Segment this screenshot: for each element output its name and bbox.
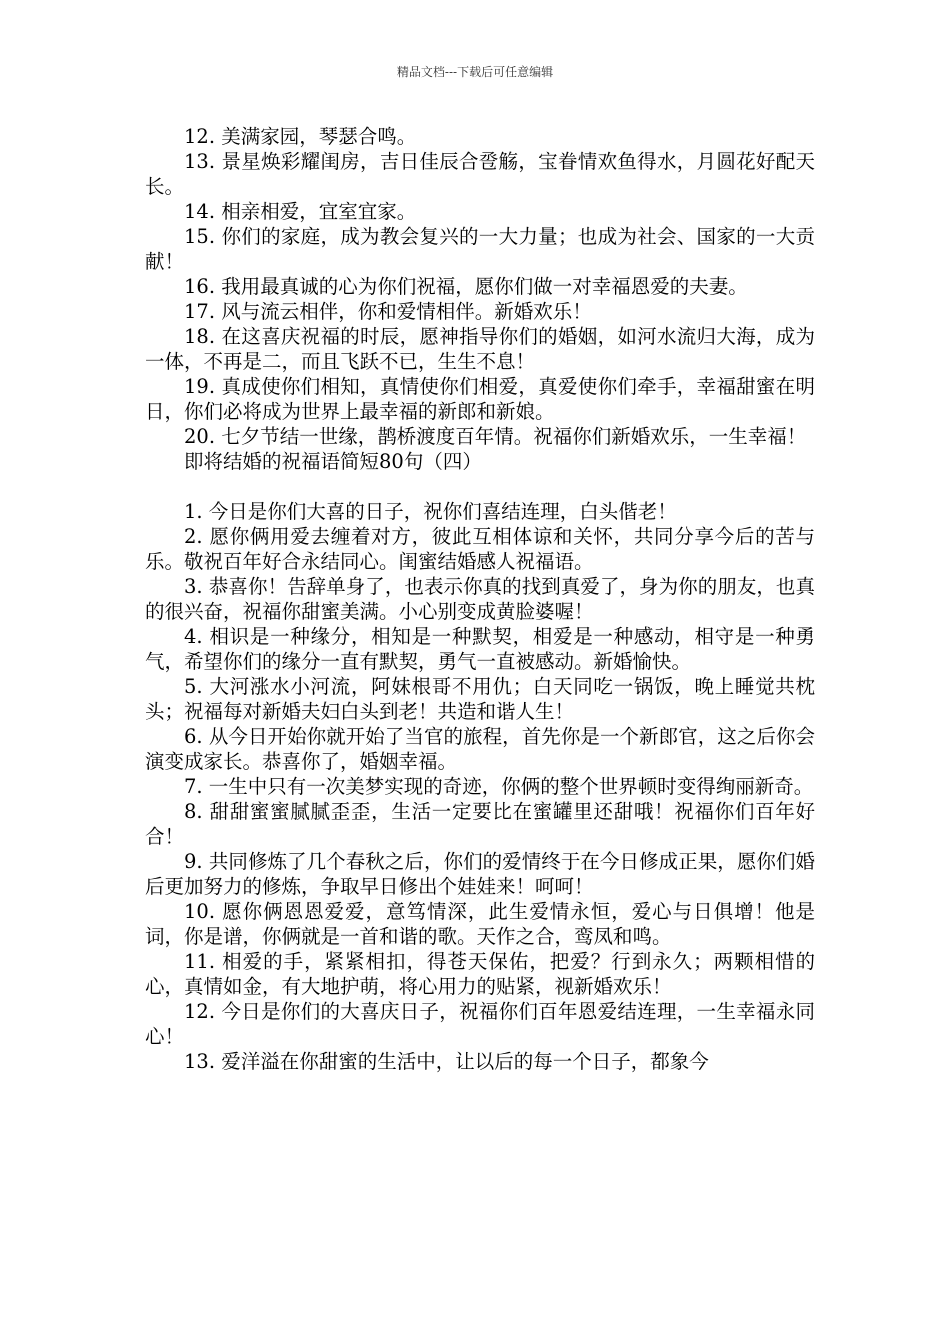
- paragraph: 12. 今日是你们的大喜庆日子，祝福你们百年恩爱结连理，一生幸福永同心！: [145, 1000, 815, 1048]
- blank-line: [145, 474, 815, 499]
- paragraph: 3. 恭喜你！告辞单身了，也表示你真的找到真爱了，身为你的朋友，也真的很兴奋，祝福你甜蜜美满。小心别变成黄脸婆喔！: [145, 575, 815, 623]
- paragraph: 13. 景星焕彩耀闺房，吉日佳辰合卺觞，宝眷情欢鱼得水，月圆花好配天长。: [145, 150, 815, 198]
- paragraph: 16. 我用最真诚的心为你们祝福，愿你们做一对幸福恩爱的夫妻。: [184, 275, 748, 298]
- paragraph: 7. 一生中只有一次美梦实现的奇迹，你俩的整个世界顿时变得绚丽新奇。: [184, 775, 814, 798]
- paragraph: 10. 愿你俩恩恩爱爱，意笃情深，此生爱情永恒，爱心与日俱增！他是词，你是谱，你俩就是一首和谐的歌。天作之合，鸾凤和鸣。: [145, 900, 815, 948]
- paragraph: 15. 你们的家庭，成为教会复兴的一大力量；也成为社会、国家的一大贡献！: [145, 225, 815, 273]
- paragraph: 11. 相爱的手，紧紧相扣，得苍天保佑，把爱？行到永久；两颗相惜的心，真情如金，有大地护萌，将心用力的贴紧，视新婚欢乐！: [145, 950, 815, 998]
- page-header: 精品文档---下载后可任意编辑: [396, 65, 554, 79]
- section-heading: 即将结婚的祝福语简短80句（四）: [184, 450, 482, 473]
- paragraph: 9. 共同修炼了几个春秋之后，你们的爱情终于在今日修成正果，愿你们婚后更加努力的修炼，争取早日修出个娃娃来！呵呵！: [145, 850, 815, 898]
- paragraph: 12. 美满家园，琴瑟合鸣。: [184, 125, 417, 148]
- paragraph: 14. 相亲相爱，宜室宜家。: [184, 200, 417, 223]
- paragraph: 18. 在这喜庆祝福的时辰，愿神指导你们的婚姻，如河水流归大海，成为一体，不再是二，而且飞跃不已，生生不息！: [145, 325, 815, 373]
- paragraph: 1. 今日是你们大喜的日子，祝你们喜结连理，白头偕老！: [184, 500, 677, 523]
- paragraph: 2. 愿你俩用爱去缠着对方，彼此互相体谅和关怀，共同分享今后的苦与乐。敬祝百年好合永结同心。闺蜜结婚感人祝福语。: [145, 525, 815, 573]
- document-body: [145, 124, 815, 1074]
- paragraph: 4. 相识是一种缘分，相知是一种默契，相爱是一种感动，相守是一种勇气，希望你们的缘分一直有默契，勇气一直被感动。新婚愉快。: [145, 625, 815, 673]
- paragraph: 17. 风与流云相伴，你和爱情相伴。新婚欢乐！: [184, 300, 592, 323]
- paragraph: 5. 大河涨水小河流，阿妹根哥不用仇；白天同吃一锅饭，晚上睡觉共枕头；祝福每对新婚夫妇白头到老！共造和谐人生！: [145, 675, 815, 723]
- paragraph: 8. 甜甜蜜蜜腻腻歪歪，生活一定要比在蜜罐里还甜哦！祝福你们百年好合！: [145, 800, 815, 848]
- paragraph: 6. 从今日开始你就开始了当官的旅程，首先你是一个新郎官，这之后你会演变成家长。恭喜你了，婚姻幸福。: [145, 725, 815, 773]
- paragraph: 20. 七夕节结一世缘，鹊桥渡度百年情。祝福你们新婚欢乐，一生幸福！: [184, 425, 807, 448]
- paragraph: 13. 爱洋溢在你甜蜜的生活中，让以后的每一个日子，都象今: [184, 1050, 709, 1073]
- paragraph: 19. 真成使你们相知，真情使你们相爱，真爱使你们牵手，幸福甜蜜在明日，你们必将成为世界上最幸福的新郎和新娘。: [145, 375, 815, 423]
